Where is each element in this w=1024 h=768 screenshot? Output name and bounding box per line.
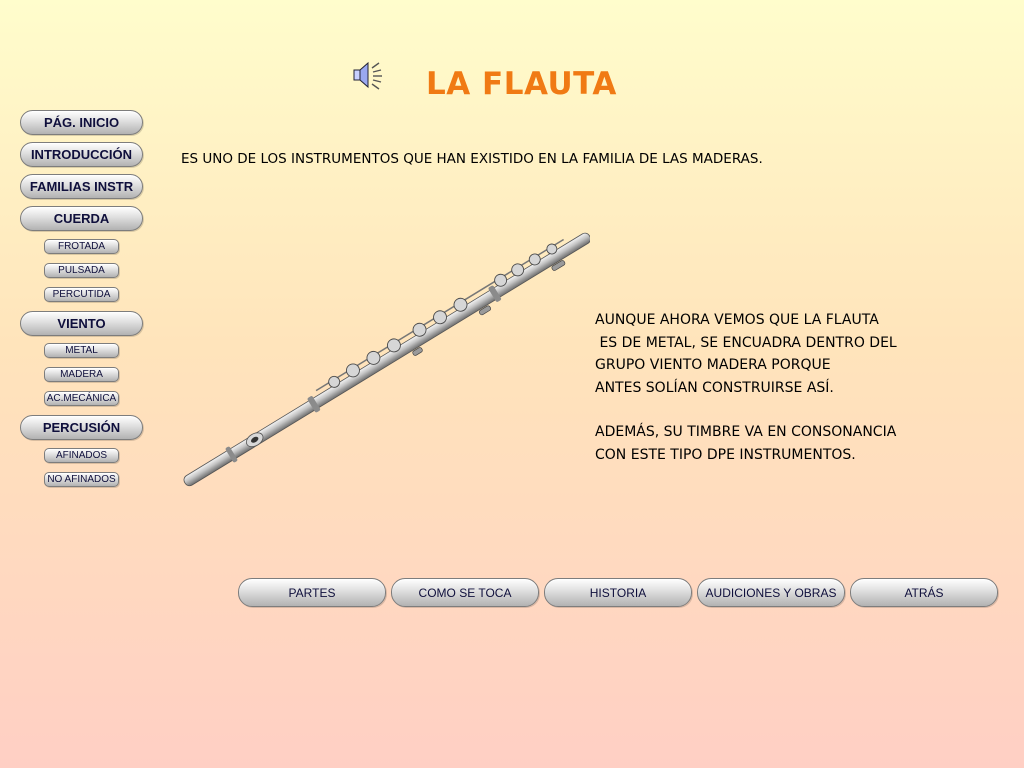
sidebar-item-viento[interactable]: VIENTO <box>20 311 143 336</box>
sidebar-item-pag-inicio[interactable]: PÁG. INICIO <box>20 110 143 135</box>
timbre-paragraph: ADEMÁS, SU TIMBRE VA EN CONSONANCIA CON ESTE TIPO DPE INSTRUMENTOS. <box>595 424 897 463</box>
historia-button[interactable]: HISTORIA <box>544 578 692 607</box>
sidebar-item-familias-instr[interactable]: FAMILIAS INSTR <box>20 174 143 199</box>
atras-button[interactable]: ATRÁS <box>850 578 998 607</box>
sidebar-item-metal[interactable]: METAL <box>44 343 119 358</box>
sidebar-item-no-afinados[interactable]: NO AFINADOS <box>44 472 119 487</box>
description-paragraph: AUNQUE AHORA VEMOS QUE LA FLAUTA ES DE METAL, SE ENCUADRA DENTRO DEL GRUPO VIENTO MADERA PORQUE ANTES SOLÍAN CONSTRUIRSE ASÍ. <box>595 312 897 396</box>
intro-text: ES UNO DE LOS INSTRUMENTOS QUE HAN EXISTIDO EN LA FAMILIA DE LAS MADERAS. <box>181 151 763 167</box>
sidebar-item-frotada[interactable]: FROTADA <box>44 239 119 254</box>
sidebar-item-percutida[interactable]: PERCUTIDA <box>44 287 119 302</box>
sidebar-item-cuerda[interactable]: CUERDA <box>20 206 143 231</box>
speaker-icon[interactable] <box>350 58 386 94</box>
sidebar-item-pulsada[interactable]: PULSADA <box>44 263 119 278</box>
audiciones-y-obras-button[interactable]: AUDICIONES Y OBRAS <box>697 578 845 607</box>
flute-image <box>180 230 590 490</box>
sidebar-item-ac-mecanica[interactable]: AC.MECÁNICA <box>44 391 119 406</box>
partes-button[interactable]: PARTES <box>238 578 386 607</box>
sidebar-item-madera[interactable]: MADERA <box>44 367 119 382</box>
sidebar-item-percusion[interactable]: PERCUSIÓN <box>20 415 143 440</box>
page-title: LA FLAUTA <box>426 66 617 102</box>
sidebar-item-afinados[interactable]: AFINADOS <box>44 448 119 463</box>
como-se-toca-button[interactable]: COMO SE TOCA <box>391 578 539 607</box>
sidebar-item-introduccion[interactable]: INTRODUCCIÓN <box>20 142 143 167</box>
